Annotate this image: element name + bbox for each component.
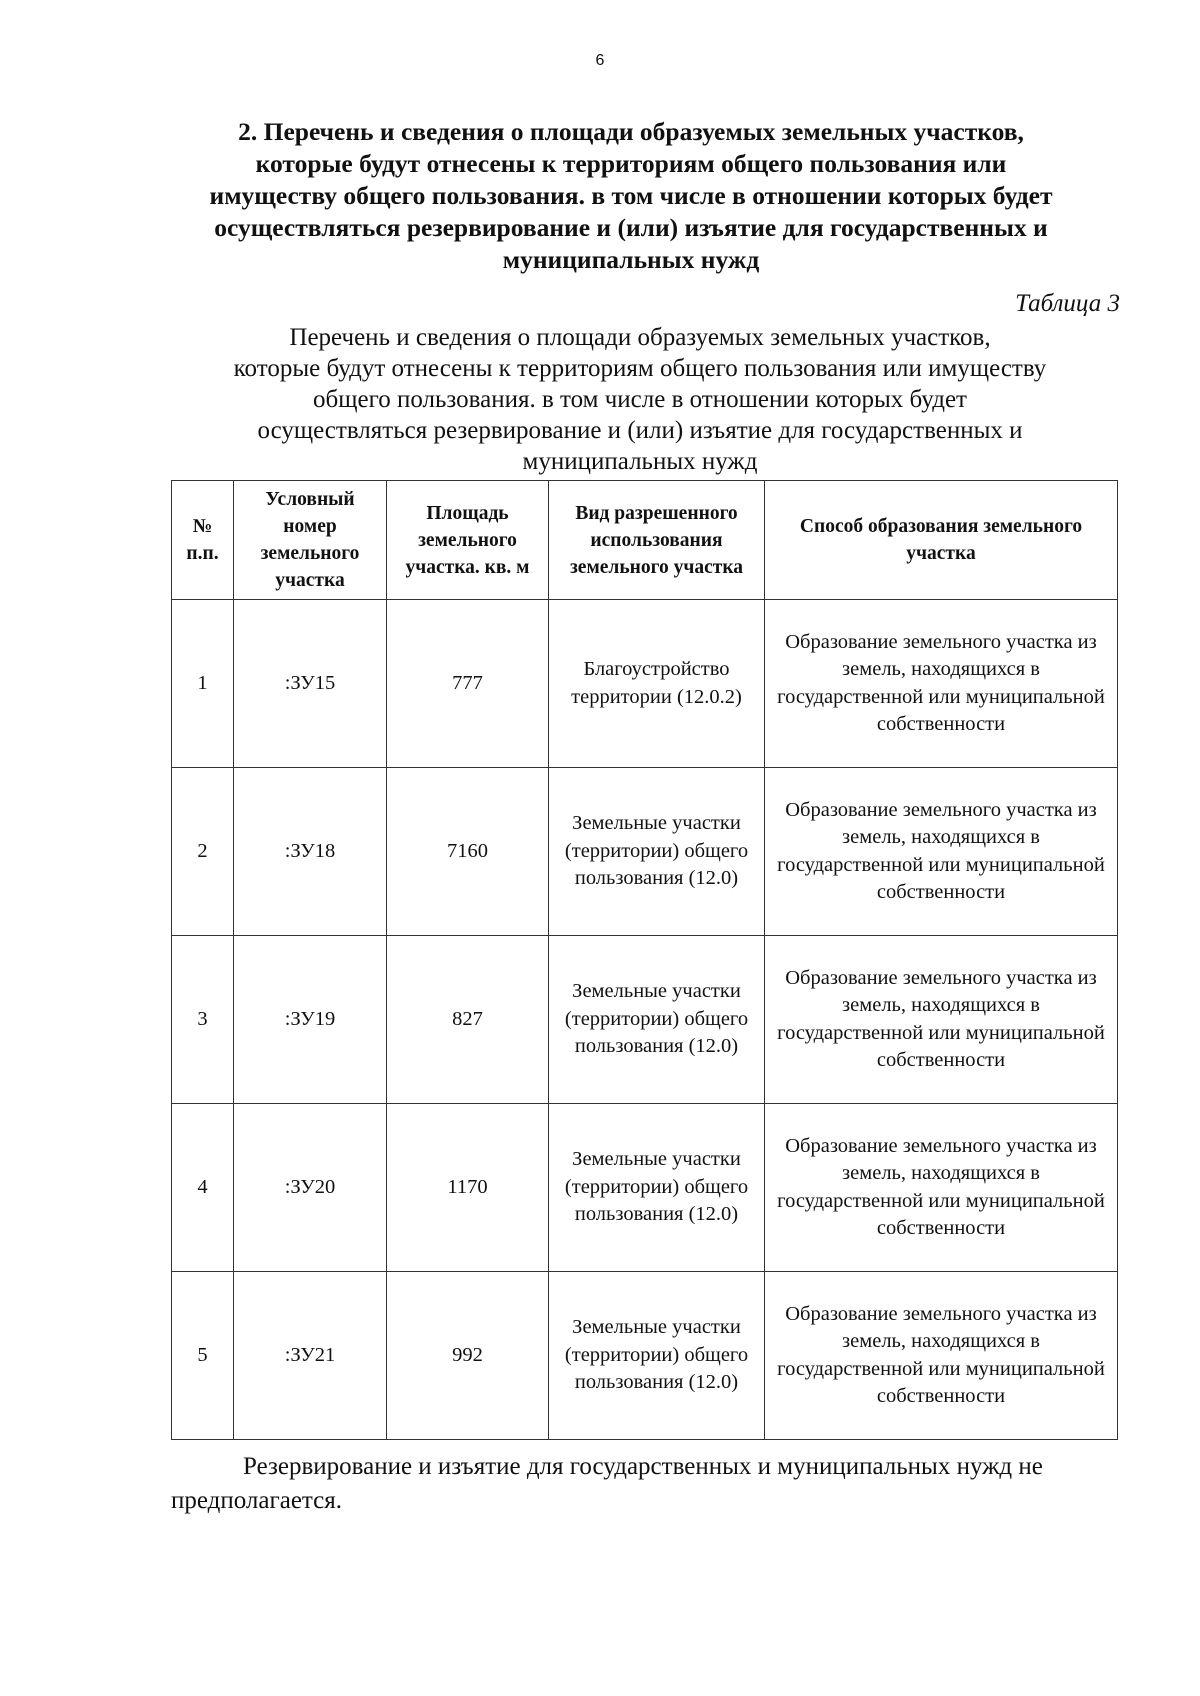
cell-formation-method: Образование земельного участка из земель, находящихся в государственной или муниципальной собственности: [765, 1104, 1118, 1272]
footer-paragraph: [171, 1450, 1117, 1518]
table-row: [172, 1104, 1118, 1272]
header-permitted-use: Вид разрешенного использования земельного участка: [549, 481, 765, 600]
table-label: Таблица 3: [1015, 290, 1120, 317]
cell-formation-method: Образование земельного участка из земель, находящихся в государственной или муниципальной собственности: [765, 936, 1118, 1104]
cell-plot-id: :ЗУ15: [234, 600, 387, 768]
table-row: [172, 768, 1118, 936]
cell-number: 4: [172, 1104, 234, 1272]
cell-area: 1170: [387, 1104, 549, 1272]
cell-formation-method: Образование земельного участка из земель, находящихся в государственной или муниципальной собственности: [765, 600, 1118, 768]
header-plot-id: Условный номер земельного участка: [234, 481, 387, 600]
heading-line: 2. Перечень и сведения о площади образуемых земельных участков,: [238, 117, 1024, 146]
cell-plot-id: :ЗУ21: [234, 1272, 387, 1440]
heading-line: осуществляться резервирование и (или) изъятие для государственных и: [214, 213, 1048, 242]
caption-line: которые будут отнесены к территориям общего пользования или имуществу: [233, 355, 1047, 382]
cell-number: 2: [172, 768, 234, 936]
cell-area: 827: [387, 936, 549, 1104]
section-heading: [160, 116, 1102, 276]
table-header-row: [172, 481, 1118, 600]
heading-line: которые будут отнесены к территориям общего пользования или: [255, 149, 1007, 178]
cell-number: 1: [172, 600, 234, 768]
cell-formation-method: Образование земельного участка из земель, находящихся в государственной или муниципальной собственности: [765, 768, 1118, 936]
cell-formation-method: Образование земельного участка из земель, находящихся в государственной или муниципальной собственности: [765, 1272, 1118, 1440]
cell-permitted-use: Земельные участки (территории) общего пользования (12.0): [549, 1104, 765, 1272]
table-caption: [160, 322, 1120, 477]
cell-plot-id: :ЗУ20: [234, 1104, 387, 1272]
table-row: [172, 600, 1118, 768]
header-formation-method: Способ образования земельного участка: [765, 481, 1118, 600]
page-number: 6: [595, 52, 605, 69]
cell-area: 7160: [387, 768, 549, 936]
caption-line: муниципальных нужд: [522, 448, 758, 475]
cell-permitted-use: Земельные участки (территории) общего пользования (12.0): [549, 936, 765, 1104]
cell-area: 777: [387, 600, 549, 768]
cell-permitted-use: Благоустройство территории (12.0.2): [549, 600, 765, 768]
caption-line: Перечень и сведения о площади образуемых земельных участков,: [289, 324, 991, 351]
footer-text: Резервирование и изъятие для государственных и муниципальных нужд не предполагается.: [171, 1453, 1043, 1514]
table-row: [172, 1272, 1118, 1440]
cell-number: 3: [172, 936, 234, 1104]
heading-line: муниципальных нужд: [502, 245, 760, 274]
cell-permitted-use: Земельные участки (территории) общего пользования (12.0): [549, 768, 765, 936]
cell-plot-id: :ЗУ18: [234, 768, 387, 936]
cell-area: 992: [387, 1272, 549, 1440]
table-row: [172, 936, 1118, 1104]
caption-line: осуществляться резервирование и (или) изъятие для государственных и: [257, 417, 1023, 444]
heading-line: имуществу общего пользования. в том числе в отношении которых будет: [209, 181, 1053, 210]
header-area: Площадь земельного участка. кв. м: [387, 481, 549, 600]
caption-line: общего пользования. в том числе в отношении которых будет: [313, 386, 967, 413]
cell-plot-id: :ЗУ19: [234, 936, 387, 1104]
cell-permitted-use: Земельные участки (территории) общего пользования (12.0): [549, 1272, 765, 1440]
cell-number: 5: [172, 1272, 234, 1440]
land-plots-table: [171, 480, 1118, 1440]
header-number: № п.п.: [172, 481, 234, 600]
